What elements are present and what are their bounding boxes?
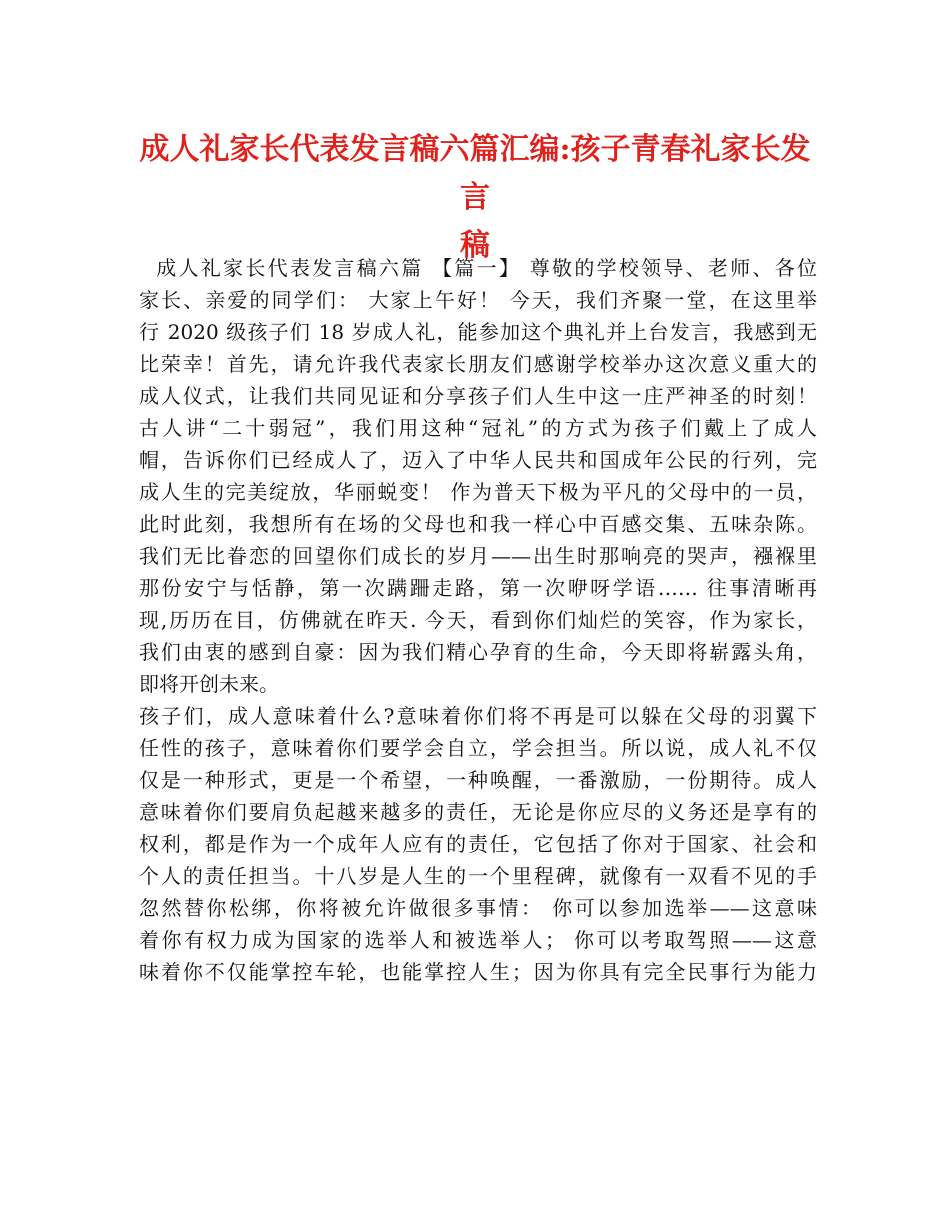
body-line: 成人仪式，让我们共同见证和分享孩子们人生中这一庄严神圣的时刻！ bbox=[139, 384, 817, 408]
body-line: 那份安宁与恬静，第一次蹒跚走路，第一次咿呀学语…… 往事清晰再 bbox=[139, 576, 817, 600]
body-line: 比荣幸！首先，请允许我代表家长朋友们感谢学校举办这次意义重大的 bbox=[139, 352, 817, 376]
body-line: 忽然替你松绑，你将被允许做很多事情： 你可以参加选举——这意味 bbox=[139, 896, 817, 920]
body-line: 意味着你们要肩负起越来越多的责任，无论是你应尽的义务还是享有的 bbox=[139, 800, 817, 824]
body-line: 孩子们，成人意味着什么?意味着你们将不再是可以躲在父母的羽翼下 bbox=[139, 704, 817, 728]
document-body bbox=[139, 252, 817, 988]
body-line: 权利，都是作为一个成年人应有的责任，它包括了你对于国家、社会和 bbox=[139, 832, 817, 856]
body-line: 现,历历在目，仿佛就在昨天. 今天，看到你们灿烂的笑容，作为家长， bbox=[139, 608, 817, 632]
title-line-1: 成人礼家长代表发言稿六篇汇编:孩子青春礼家长发言 bbox=[139, 132, 811, 215]
body-line: 味着你不仅能掌控车轮，也能掌控人生；因为你具有完全民事行为能力 bbox=[139, 960, 817, 984]
body-line: 古人讲“二十弱冠”，我们用这种“冠礼”的方式为孩子们戴上了成人 bbox=[139, 416, 817, 440]
title-line-2: 稿 bbox=[460, 228, 490, 263]
body-line: 任性的孩子，意味着你们要学会自立，学会担当。所以说，成人礼不仅 bbox=[139, 736, 817, 760]
body-line: 帽，告诉你们已经成人了，迈入了中华人民共和国成年公民的行列，完 bbox=[139, 448, 817, 472]
body-line: 我们由衷的感到自豪：因为我们精心孕育的生命，今天即将崭露头角， bbox=[139, 640, 817, 664]
body-line: 成人礼家长代表发言稿六篇 【篇一】 尊敬的学校领导、老师、各位 bbox=[139, 256, 817, 280]
body-line: 我们无比眷恋的回望你们成长的岁月——出生时那响亮的哭声，襁褓里 bbox=[139, 544, 817, 568]
body-line: 即将开创未来。 bbox=[139, 672, 279, 696]
body-line: 个人的责任担当。十八岁是人生的一个里程碑，就像有一双看不见的手 bbox=[139, 864, 817, 888]
body-line: 仅是一种形式，更是一个希望，一种唤醒，一番激励，一份期待。成人 bbox=[139, 768, 817, 792]
body-line: 行 2020 级孩子们 18 岁成人礼，能参加这个典礼并上台发言，我感到无 bbox=[139, 320, 817, 344]
document-title bbox=[130, 126, 820, 270]
body-line: 成人生的完美绽放，华丽蜕变！ 作为普天下极为平凡的父母中的一员， bbox=[139, 480, 817, 504]
body-line: 此时此刻，我想所有在场的父母也和我一样心中百感交集、五味杂陈。 bbox=[139, 512, 817, 536]
body-line: 着你有权力成为国家的选举人和被选举人； 你可以考取驾照——这意 bbox=[139, 928, 817, 952]
body-line: 家长、亲爱的同学们： 大家上午好！ 今天，我们齐聚一堂，在这里举 bbox=[139, 288, 817, 312]
